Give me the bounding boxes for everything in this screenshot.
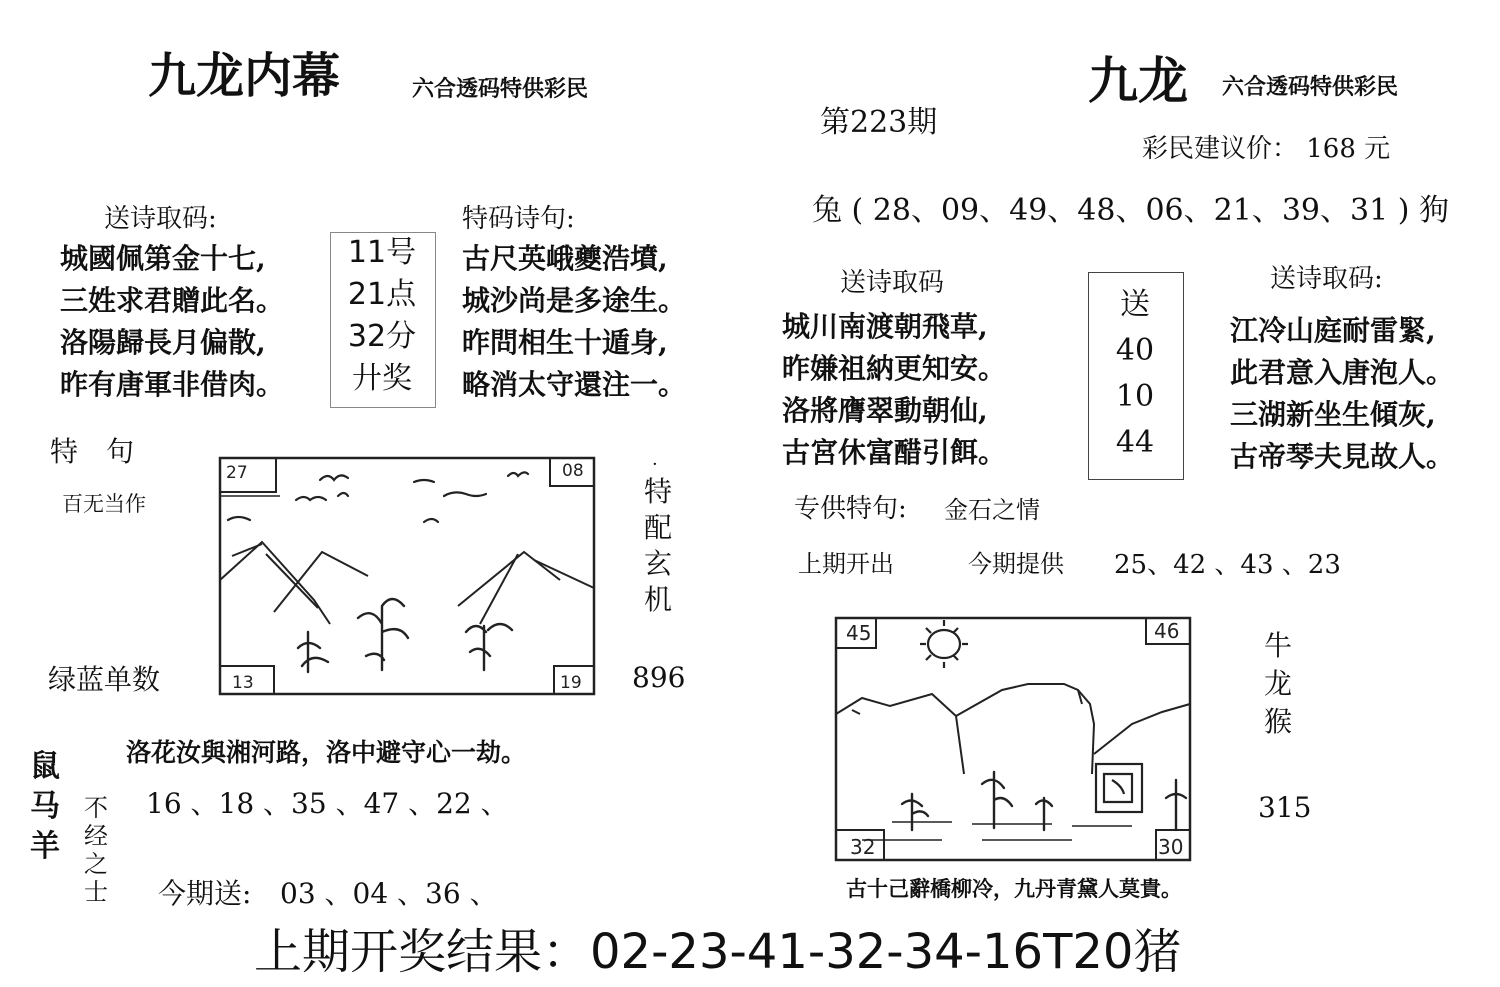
left-poem-line: 洛花汝與湘河路，洛中避守心一劫。 <box>126 738 527 767</box>
left-send-poem <box>60 238 284 406</box>
poem-line: 昨有唐軍非借肉。 <box>60 368 285 401</box>
left-vertical-note: 特 配 玄 机 <box>643 475 672 616</box>
issue-number: 第223期 <box>820 105 938 140</box>
poem-line: 洛陽歸長月偏散, <box>60 326 266 359</box>
left-title: 九龙内幕 <box>148 48 341 104</box>
suggested-price: 彩民建议价： 168 元 <box>1142 134 1391 164</box>
left-zodiac-column: 鼠 马 羊 <box>30 749 60 864</box>
special-phrase: 百无当作 <box>62 492 146 516</box>
number-896: 896 <box>632 661 686 694</box>
poem-line: 略消太守還注一。 <box>462 368 687 401</box>
poem-line: 城國佩第金十七, <box>60 242 266 275</box>
send-label: 今期送: <box>158 877 252 910</box>
pic-number-tl: 45 <box>846 621 872 645</box>
right-subtitle: 六合透码特供彩民 <box>1222 74 1399 100</box>
provide-label: 今期提供 <box>968 550 1064 578</box>
right-title: 九龙 <box>1088 51 1188 110</box>
special-label: 专供特句: <box>794 494 907 524</box>
rabbit-dog-line: 兔 ( 28、09、49、48、06、21、39、31 ) 狗 <box>812 193 1449 228</box>
poem-line: 城沙尚是多途生。 <box>462 284 687 317</box>
right-send-poem-2 <box>1230 310 1454 478</box>
poem-line: 昨問相生十遁身, <box>462 326 668 359</box>
pic-number-tl: 27 <box>226 463 248 483</box>
time-box-text <box>330 235 434 406</box>
note-dot: · <box>652 454 658 475</box>
right-zodiac-column: 牛 龙 猴 <box>1264 629 1293 738</box>
poem-line: 古尺英峨夔浩墳, <box>462 242 668 275</box>
left-numbers-row: 16 、18 、35 、47 、22 、 <box>146 787 509 820</box>
left-special-poem <box>462 238 686 406</box>
poem-line: 三湖新坐生傾灰, <box>1230 398 1436 431</box>
poem-line: 此君意入唐泡人。 <box>1230 356 1455 389</box>
poem-line: 三姓求君贈此名。 <box>60 284 285 317</box>
poem-line: 江冷山庭耐雷緊, <box>1230 314 1436 347</box>
right-send-poem-label-2: 送诗取码: <box>1270 264 1383 294</box>
pic-number-br: 30 <box>1158 835 1184 859</box>
left-subtitle: 六合透码特供彩民 <box>412 76 589 102</box>
number-315: 315 <box>1258 791 1312 824</box>
send-numbers: 03 、04 、36 、 <box>280 877 498 910</box>
time-number: 11号 <box>347 235 417 270</box>
special-phrase-label: 特 句 <box>50 435 135 468</box>
last-issue-label: 上期开出 <box>798 550 894 578</box>
last-draw-result: 上期开奖结果：02-23-41-32-34-16T20猪 <box>254 924 1182 980</box>
right-send-poem-1 <box>782 306 1006 474</box>
poem-line: 古帝琴夫見故人。 <box>1230 440 1455 473</box>
left-landscape-picture <box>218 456 598 698</box>
not-pass-column: 不 经 之 士 <box>84 794 108 906</box>
pic-number-br: 19 <box>560 673 582 693</box>
right-send-poem-label-1: 送诗取码 <box>840 268 945 298</box>
poem-line: 洛將膺翠動朝仙, <box>782 394 988 427</box>
poem-line: 城川南渡朝飛草, <box>782 310 988 343</box>
pic-number-tr: 46 <box>1154 619 1180 643</box>
pic-number-tr: 08 <box>562 461 584 481</box>
left-special-poem-label: 特码诗句: <box>462 204 575 234</box>
right-landscape-picture <box>832 614 1194 866</box>
color-label: 绿蓝单数 <box>48 663 161 696</box>
time-prize: 廾奖 <box>352 361 412 396</box>
poem-line: 古宮休富醋引餌。 <box>782 436 1007 469</box>
send-box-text: 送 40 10 44 <box>1115 287 1155 460</box>
time-minute: 32分 <box>347 319 417 354</box>
pic-number-bl: 32 <box>850 835 876 859</box>
provide-numbers: 25、42 、43 、23 <box>1114 550 1341 580</box>
special-text: 金石之情 <box>944 496 1040 524</box>
left-send-poem-label: 送诗取码: <box>104 204 217 234</box>
right-poem-line: 古十己辭橋柳冷，九丹青黛人莫貴。 <box>846 876 1182 901</box>
poem-line: 昨嫌祖納更知安。 <box>782 352 1007 385</box>
pic-number-bl: 13 <box>232 673 254 693</box>
time-hour: 21点 <box>347 277 417 312</box>
